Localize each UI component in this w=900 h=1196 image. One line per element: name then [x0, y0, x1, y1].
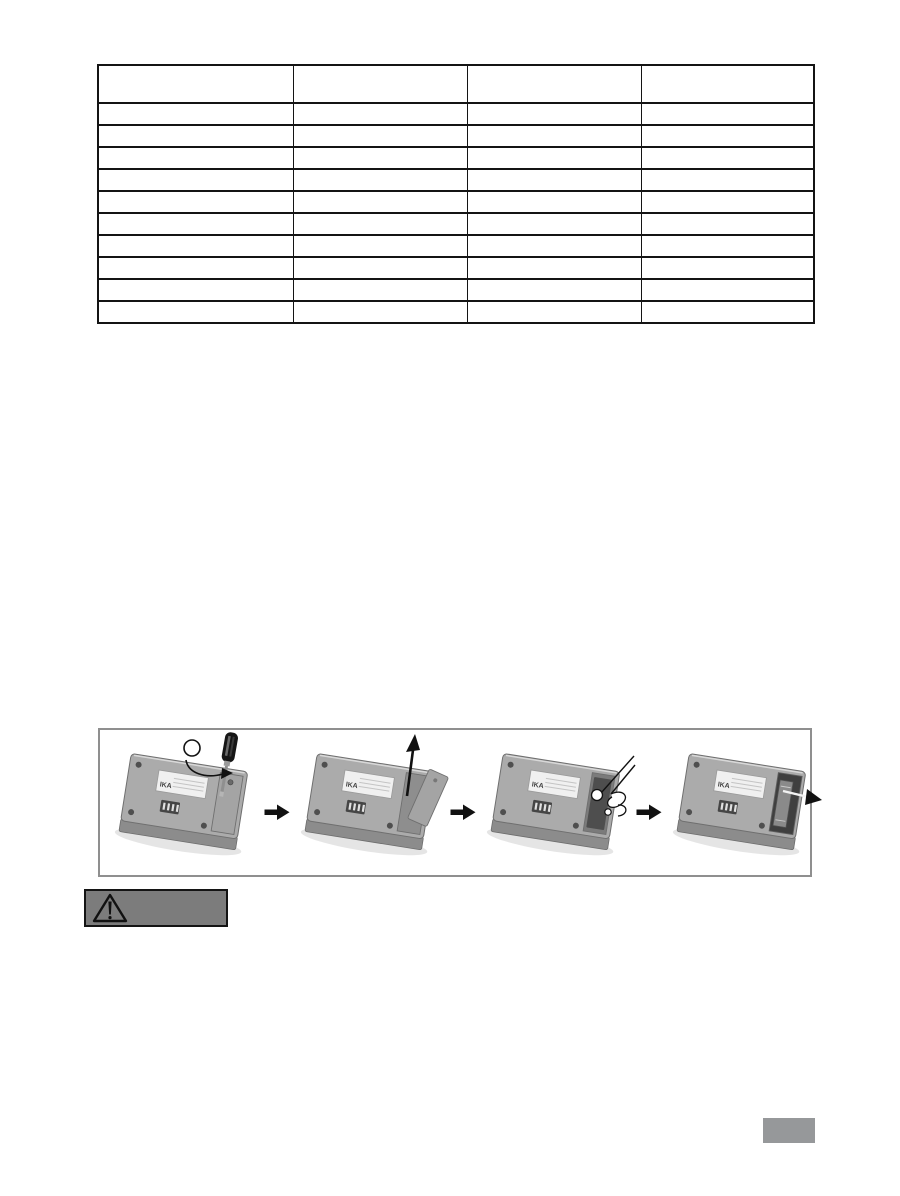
- table-cell: [293, 147, 467, 169]
- table-row: [98, 235, 814, 257]
- device-underside: [485, 752, 625, 860]
- device-label-text: IKA: [717, 780, 731, 790]
- table-cell: [98, 213, 293, 235]
- table-row: [98, 301, 814, 323]
- table-cell: [98, 257, 293, 279]
- device-photo-step1: [104, 732, 264, 874]
- table-cell: [641, 147, 814, 169]
- device-photo-step3: [476, 732, 636, 874]
- table-cell: [98, 147, 293, 169]
- table-header-cell: [467, 65, 641, 103]
- table-cell: [98, 301, 293, 323]
- table-cell: [293, 213, 467, 235]
- step-arrow-icon: [264, 802, 290, 822]
- table-cell: [641, 191, 814, 213]
- table-row: [98, 147, 814, 169]
- spec-table-head: [98, 65, 814, 103]
- step-arrow-icon: [636, 802, 662, 822]
- step-arrow-icon: [450, 802, 476, 822]
- spec-table: [97, 64, 815, 324]
- table-cell: [293, 191, 467, 213]
- table-cell: [293, 301, 467, 323]
- table-header-cell: [98, 65, 293, 103]
- table-cell: [641, 103, 814, 125]
- table-row: [98, 169, 814, 191]
- table-row: [98, 191, 814, 213]
- table-cell: [98, 125, 293, 147]
- figure-step-1: [104, 732, 264, 874]
- table-row: [98, 279, 814, 301]
- table-cell: [467, 147, 641, 169]
- table-cell: [98, 103, 293, 125]
- table-cell: [467, 257, 641, 279]
- table-cell: [467, 279, 641, 301]
- spec-table-body: [98, 103, 814, 323]
- figure-step-2: [290, 732, 450, 874]
- table-cell: [293, 125, 467, 147]
- device-photo-step4: [662, 732, 822, 874]
- table-cell: [98, 191, 293, 213]
- table-cell: [641, 169, 814, 191]
- warning-banner: [84, 889, 228, 927]
- device-underside: [671, 752, 811, 860]
- table-cell: [641, 279, 814, 301]
- table-cell: [293, 235, 467, 257]
- table-cell: [641, 125, 814, 147]
- table-cell: [98, 279, 293, 301]
- battery-replacement-figure: [98, 728, 812, 877]
- table-row: [98, 125, 814, 147]
- table-cell: [641, 301, 814, 323]
- page-number-box: [763, 1118, 815, 1143]
- device-label-text: IKA: [531, 780, 545, 790]
- table-cell: [293, 169, 467, 191]
- figure-step-4: [662, 732, 822, 874]
- table-cell: [467, 125, 641, 147]
- device-underside: [113, 752, 253, 860]
- table-row: [98, 257, 814, 279]
- table-cell: [467, 213, 641, 235]
- table-header-cell: [641, 65, 814, 103]
- table-row: [98, 213, 814, 235]
- table-cell: [293, 103, 467, 125]
- table-cell: [98, 235, 293, 257]
- table-header-cell: [293, 65, 467, 103]
- screw-head-circle-icon: [184, 740, 200, 756]
- table-cell: [467, 191, 641, 213]
- table-cell: [467, 169, 641, 191]
- table-cell: [293, 257, 467, 279]
- warning-triangle-icon: [92, 892, 128, 924]
- device-photo-step2: [290, 732, 450, 874]
- table-cell: [641, 235, 814, 257]
- table-cell: [293, 279, 467, 301]
- table-row: [98, 103, 814, 125]
- table-header-row: [98, 65, 814, 103]
- table-cell: [467, 235, 641, 257]
- device-label-text: IKA: [345, 780, 359, 790]
- table-cell: [641, 257, 814, 279]
- figure-step-3: [476, 732, 636, 874]
- table-cell: [467, 301, 641, 323]
- table-cell: [467, 103, 641, 125]
- device-label-text: IKA: [159, 780, 173, 790]
- table-cell: [641, 213, 814, 235]
- table-cell: [98, 169, 293, 191]
